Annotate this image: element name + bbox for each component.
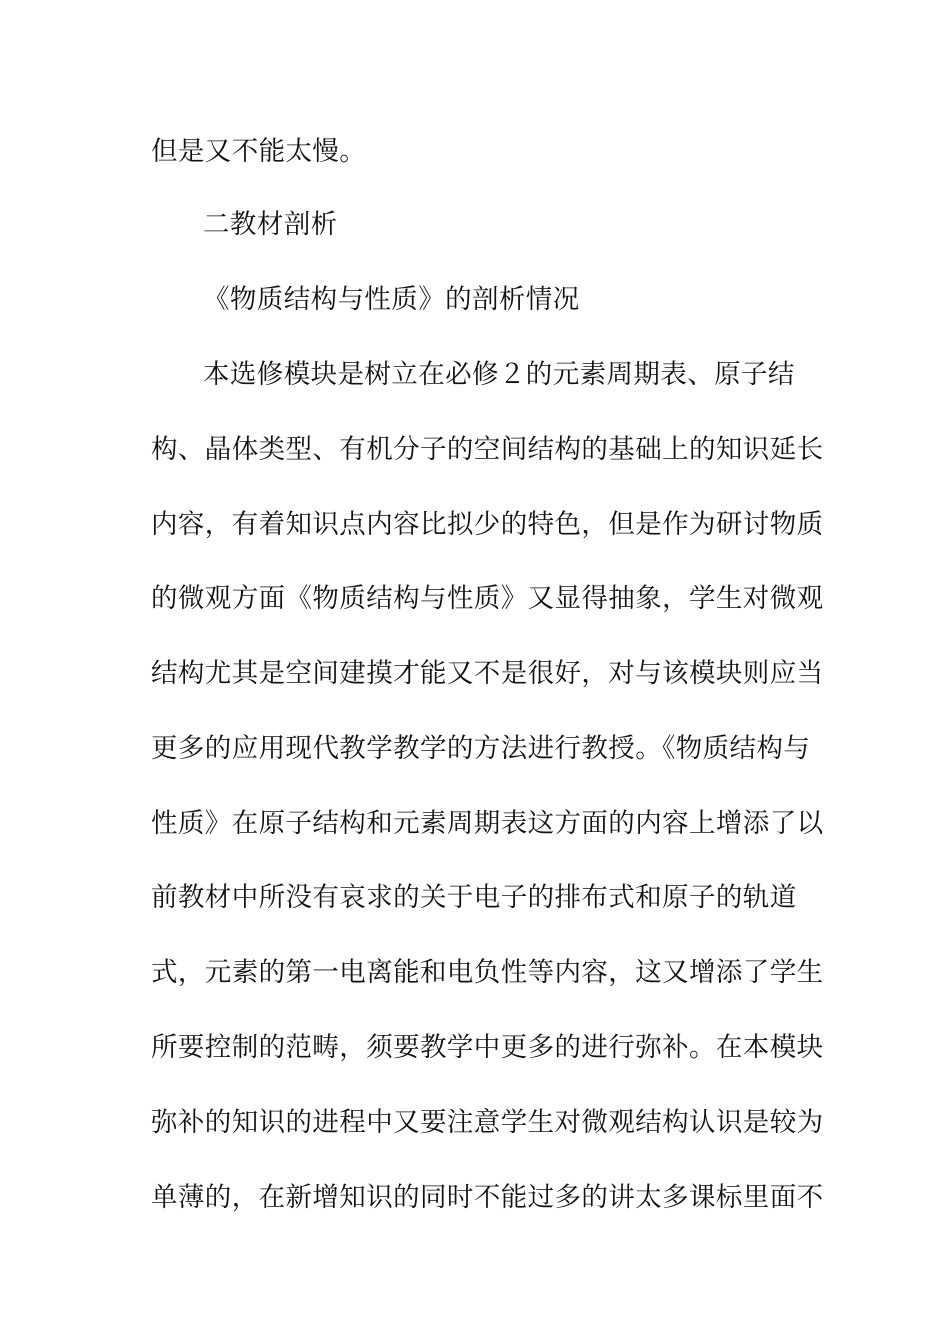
paragraph-line: 内容，有着知识点内容比拟少的特色，但是作为研讨物质	[151, 509, 824, 540]
paragraph-line: 所要控制的范畴，须要教学中更多的进行弥补。在本模块	[151, 1032, 824, 1063]
paragraph-line: 单薄的，在新增知识的同时不能过多的讲太多课标里面不	[151, 1182, 824, 1213]
paragraph-line: 结构尤其是空间建摸才能又不是很好，对与该模块则应当	[151, 658, 824, 689]
subsection-heading: 《物质结构与性质》的剖析情况	[203, 284, 580, 315]
text-line: 但是又不能太慢。	[151, 136, 367, 167]
paragraph-line: 构、晶体类型、有机分子的空间结构的基础上的知识延长	[151, 434, 824, 465]
paragraph-line: 更多的应用现代教学教学的方法进行教授。《物质结构与	[151, 733, 811, 764]
paragraph-line: 的微观方面《物质结构与性质》又显得抽象，学生对微观	[151, 583, 824, 614]
paragraph-line: 式，元素的第一电离能和电负性等内容，这又增添了学生	[151, 957, 824, 988]
paragraph-line: 前教材中所没有哀求的关于电子的排布式和原子的轨道	[151, 882, 797, 913]
paragraph-line: 本选修模块是树立在必修２的元素周期表、原子结	[203, 359, 795, 390]
paragraph-line: 弥补的知识的进程中又要注意学生对微观结构认识是较为	[151, 1107, 824, 1138]
section-heading: 二教材剖析	[203, 209, 338, 240]
paragraph-line: 性质》在原子结构和元素周期表这方面的内容上增添了以	[151, 808, 824, 839]
